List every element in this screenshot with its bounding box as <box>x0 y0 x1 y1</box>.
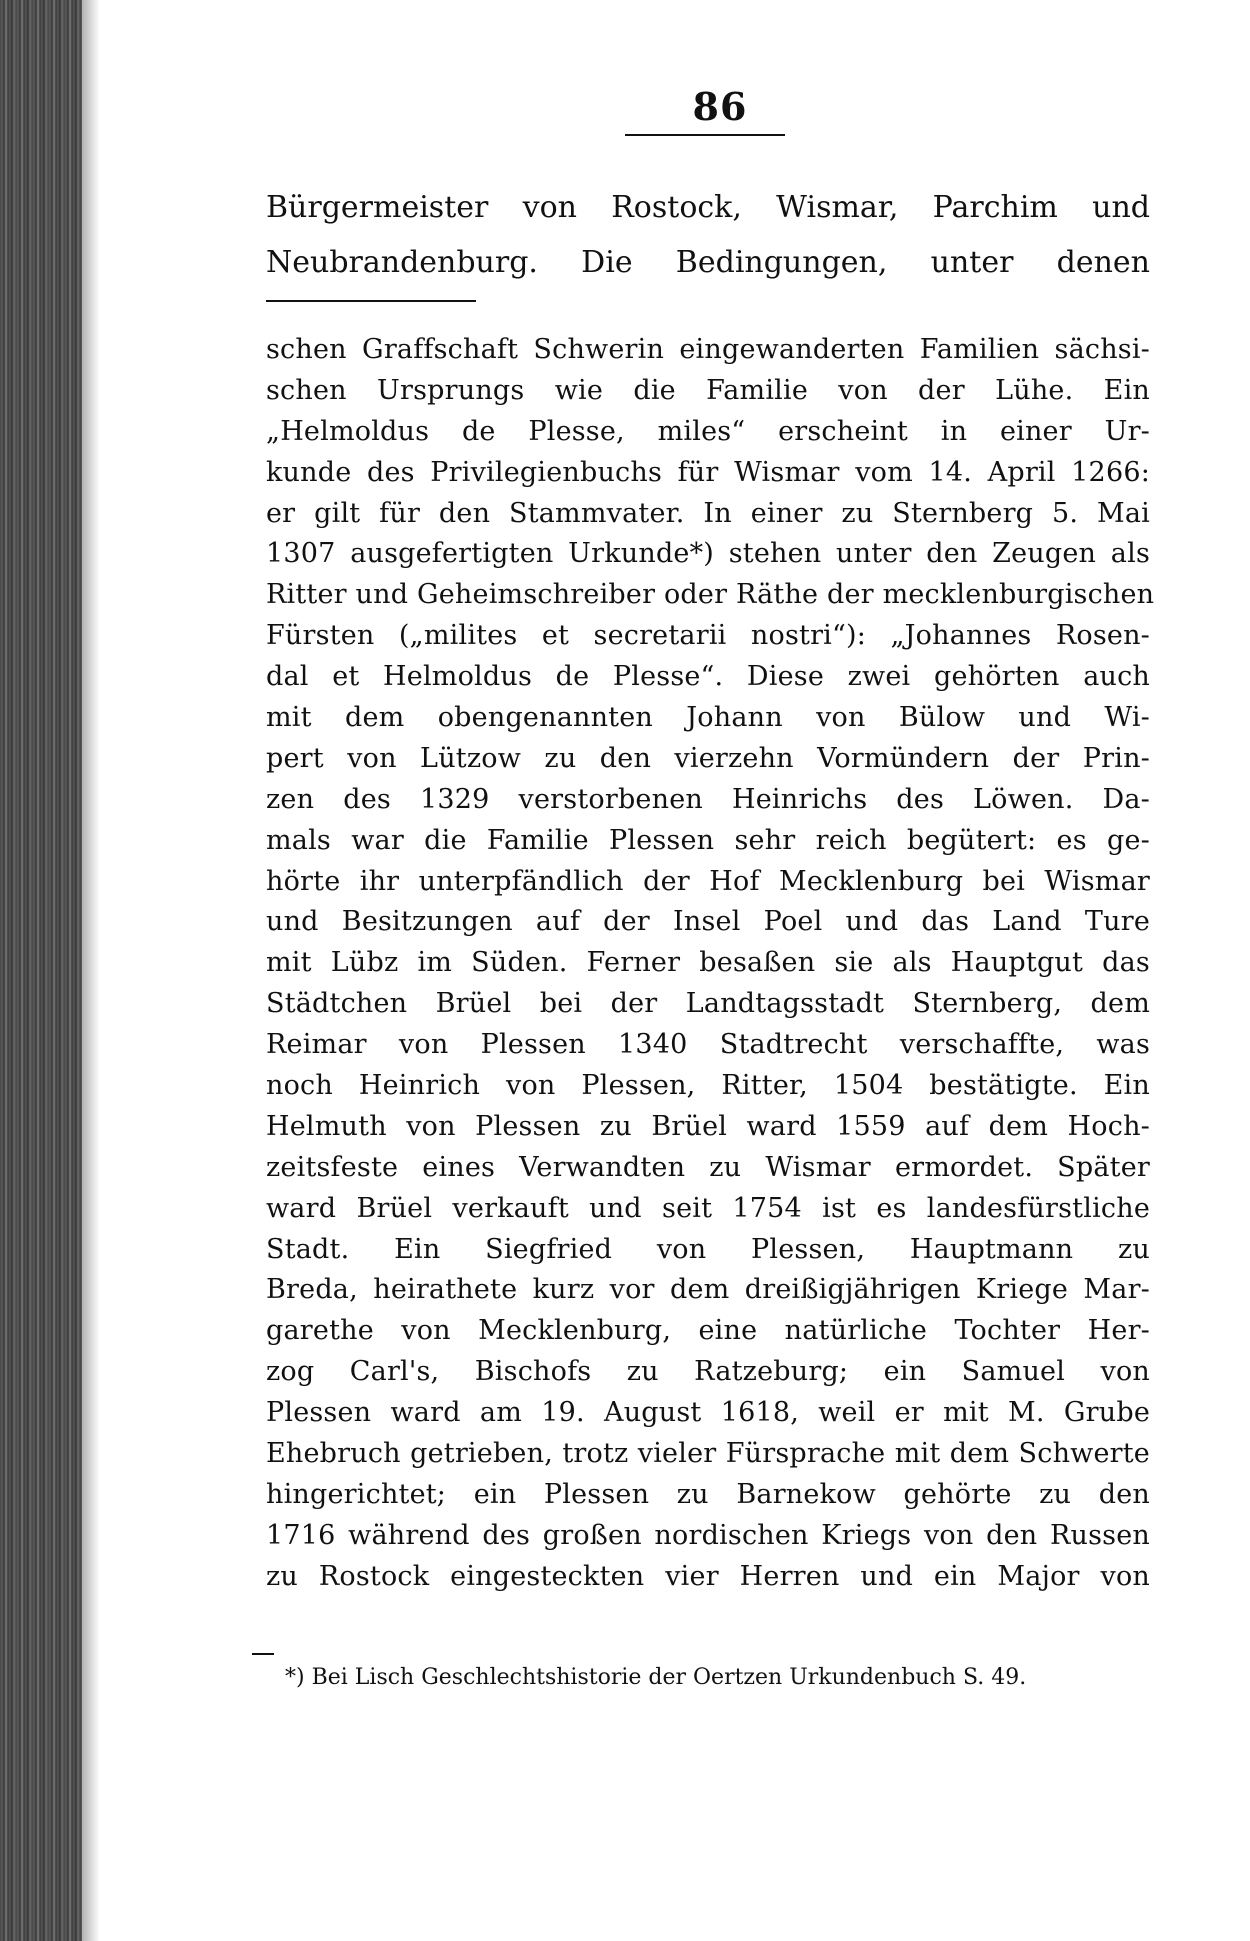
subnote-text: *) Bei Lisch Geschlechtshistorie der Oertzen Urkundenbuch S. 49. <box>285 1665 1027 1690</box>
footnote-separator-rule <box>266 300 476 302</box>
footnote-line: Ehebruch getrieben, trotz vieler Fürsprache mit dem Schwerte <box>266 1438 1150 1470</box>
main-text-line: Neubrandenburg. Die Bedingungen, unter denen <box>266 245 1150 280</box>
footnote-line: schen Graffschaft Schwerin eingewanderten Familien sächsi- <box>266 334 1150 365</box>
footnote-line: dal et Helmoldus de Plesse“. Diese zwei gehörten auch <box>266 661 1150 693</box>
footnote-line: mit dem obengenannten Johann von Bülow und Wi- <box>266 702 1150 734</box>
footnote-line: Breda, heirathete kurz vor dem dreißigjährigen Kriege Mar- <box>266 1274 1150 1306</box>
footnote-line: zu Rostock eingesteckten vier Herren und ein Major von <box>266 1560 1150 1592</box>
footnote-line: 1716 während des großen nordischen Kriegs von den Russen <box>266 1519 1150 1551</box>
footnote-line: garethe von Mecklenburg, eine natürliche Tochter Her- <box>266 1315 1150 1347</box>
footnote-line: zeitsfeste eines Verwandten zu Wismar ermordet. Später <box>266 1151 1150 1183</box>
footnote-line: schen Ursprungs wie die Familie von der Lühe. Ein <box>266 374 1150 406</box>
footnote-line: Fürsten („milites et secretarii nostri“): „Johannes Rosen- <box>266 620 1150 652</box>
page-number-rule <box>625 134 785 136</box>
page-number: 86 <box>692 84 748 129</box>
scan-binding-edge <box>0 0 82 1941</box>
footnote-line: zog Carl's, Bischofs zu Ratzeburg; ein Samuel von <box>266 1356 1150 1388</box>
footnote-line: 1307 ausgefertigten Urkunde*) stehen unter den Zeugen als <box>266 538 1150 570</box>
main-text-line: Bürgermeister von Rostock, Wismar, Parchim und <box>266 190 1150 225</box>
footnote-line: hörte ihr unterpfändlich der Hof Mecklenburg bei Wismar <box>266 865 1150 897</box>
footnote-line: pert von Lützow zu den vierzehn Vormündern der Prin- <box>266 742 1150 774</box>
footnote-line: und Besitzungen auf der Insel Poel und das Land Ture <box>266 906 1150 938</box>
main-text-block <box>266 180 1150 290</box>
footnote-line: noch Heinrich von Plessen, Ritter, 1504 bestätigte. Ein <box>266 1070 1150 1102</box>
footnote-text-block <box>266 330 1155 1598</box>
footnote-line: Reimar von Plessen 1340 Stadtrecht verschaffte, was <box>266 1029 1150 1061</box>
footnote-line: mals war die Familie Plessen sehr reich begütert: es ge- <box>266 824 1150 856</box>
footnote-line: Städtchen Brüel bei der Landtagsstadt Sternberg, dem <box>266 988 1150 1020</box>
footnote-line: mit Lübz im Süden. Ferner besaßen sie als Hauptgut das <box>266 947 1150 979</box>
footnote-line: Helmuth von Plessen zu Brüel ward 1559 auf dem Hoch- <box>266 1110 1150 1142</box>
footnote-line: ward Brüel verkauft und seit 1754 ist es landesfürstliche <box>266 1192 1150 1224</box>
footnote-line: zen des 1329 verstorbenen Heinrichs des Löwen. Da- <box>266 783 1150 815</box>
footnote-line: kunde des Privilegienbuchs für Wismar vom 14. April 1266: <box>266 456 1150 488</box>
subnote-separator-rule <box>252 1653 274 1655</box>
footnote-line: er gilt für den Stammvater. In einer zu Sternberg 5. Mai <box>266 497 1150 529</box>
footnote-line: hingerichtet; ein Plessen zu Barnekow gehörte zu den <box>266 1478 1150 1510</box>
footnote-line: „Helmoldus de Plesse, miles“ erscheint in einer Ur- <box>266 415 1150 447</box>
footnote-line: Plessen ward am 19. August 1618, weil er mit M. Grube <box>266 1397 1150 1429</box>
footnote-line: Stadt. Ein Siegfried von Plessen, Hauptmann zu <box>266 1233 1150 1265</box>
footnote-line: Ritter und Geheimschreiber oder Räthe der mecklenburgischen <box>266 579 1155 611</box>
